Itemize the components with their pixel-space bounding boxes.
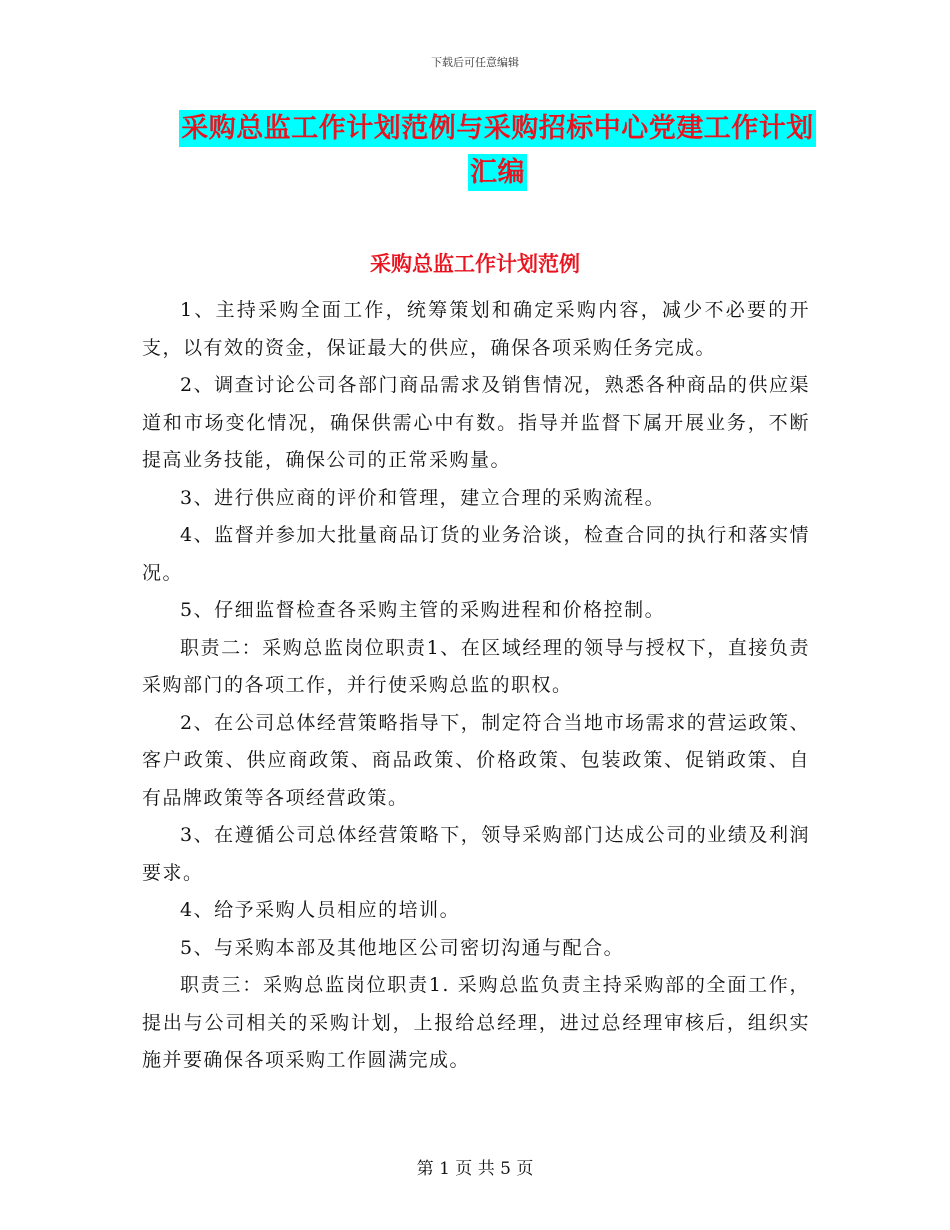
paragraph: 2、在公司总体经营策略指导下，制定符合当地市场需求的营运政策、客户政策、供应商政策、商品政策、价格政策、包装政策、促销政策、自有品牌政策等各项经营政策。 bbox=[142, 711, 810, 809]
page-footer: 第 1 页 共 5 页 bbox=[416, 1159, 534, 1179]
page-header: 下载后可任意编辑 bbox=[431, 56, 519, 69]
paragraph: 4、给予采购人员相应的培训。 bbox=[180, 899, 461, 921]
paragraph: 职责二：采购总监岗位职责1、在区域经理的领导与授权下，直接负责采购部门的各项工作，并行使采购总监的职权。 bbox=[142, 636, 810, 696]
paragraph: 3、进行供应商的评价和管理，建立合理的采购流程。 bbox=[180, 486, 666, 509]
paragraph: 2、调查讨论公司各部门商品需求及销售情况，熟悉各种商品的供应渠道和市场变化情况，确保供需心中有数。指导并监督下属开展业务，不断提高业务技能，确保公司的正常采购量。 bbox=[142, 374, 810, 471]
paragraph: 3、在遵循公司总体经营策略下，领导采购部门达成公司的业绩及利润要求。 bbox=[142, 824, 810, 884]
paragraph: 4、监督并参加大批量商品订货的业务洽谈，检查合同的执行和落实情况。 bbox=[142, 524, 810, 584]
document-title bbox=[120, 107, 875, 195]
paragraph: 5、仔细监督检查各采购主管的采购进程和价格控制。 bbox=[180, 599, 666, 621]
paragraph: 职责三：采购总监岗位职责1. 采购总监负责主持采购部的全面工作，提出与公司相关的采购计划，上报给总经理，进过总经理审核后，组织实施并要确保各项采购工作圆满完成。 bbox=[142, 974, 810, 1071]
paragraph: 1、主持采购全面工作，统筹策划和确定采购内容，减少不必要的开支，以有效的资金，保证最大的供应，确保各项采购任务完成。 bbox=[142, 299, 810, 359]
section-heading: 采购总监工作计划范例 bbox=[370, 251, 580, 276]
paragraph: 5、与采购本部及其他地区公司密切沟通与配合。 bbox=[180, 936, 625, 959]
title-line-1: 采购总监工作计划范例与采购招标中心党建工作计划 bbox=[179, 110, 816, 147]
title-line-2: 汇编 bbox=[468, 154, 527, 191]
document-body bbox=[142, 292, 810, 1080]
